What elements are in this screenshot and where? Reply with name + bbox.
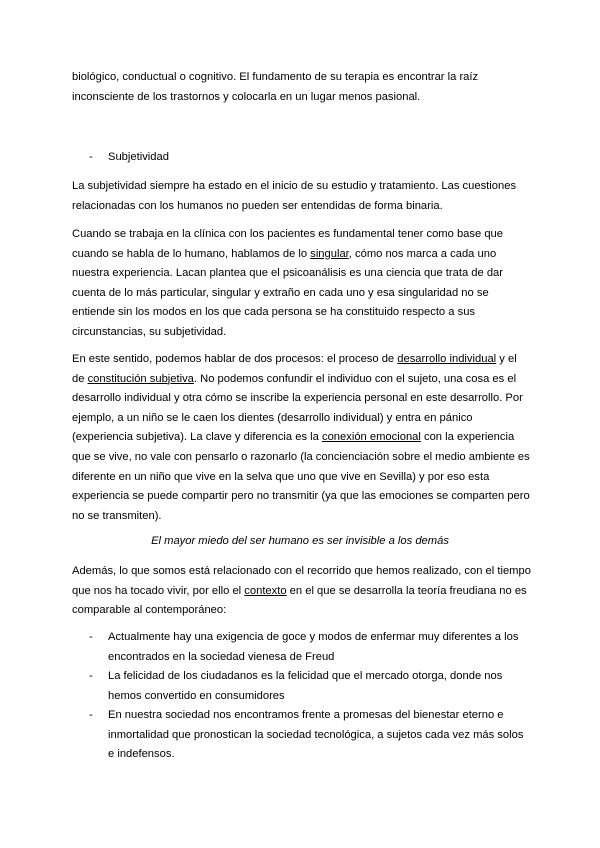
text-line: ejemplo, a un niño se le caen los dientes (desarrollo individual) y entra en pánico (72, 411, 473, 424)
bullet-dash: - (89, 151, 93, 163)
text-line: biológico, conductual o cognitivo. El fundamento de su terapia es encontrar la raíz (72, 71, 479, 83)
italic-quote: El mayor miedo del ser humano es ser invisible a los demás (151, 535, 449, 547)
text-run: , cómo nos marca a cada uno (348, 247, 497, 260)
paragraph-context (72, 562, 530, 621)
text-line: nuestra experiencia. Lacan plantea que el psicoanálisis es una ciencia que trata de dar (72, 267, 504, 280)
text-run: y el (496, 353, 517, 365)
list-item (108, 667, 538, 706)
text-line (72, 370, 530, 390)
section-heading: Subjetividad (108, 151, 169, 163)
underlined-term: constitución subjetiva (87, 372, 194, 385)
paragraph-subjectivity (72, 177, 530, 216)
list-item (108, 628, 538, 667)
text-line: entiende sin los modos en los que cada persona se ha constituido respecto a sus (72, 306, 476, 319)
text-line: circunstancias, su subjetividad. (72, 325, 227, 338)
list-item (108, 706, 538, 765)
text-line: e indefensos. (108, 748, 175, 761)
text-run: . No podemos confundir el individuo con el sujeto, una cosa es el (193, 372, 517, 385)
text-run: (experiencia subjetiva). La clave y diferencia es la (72, 431, 322, 444)
text-run: que nos ha tocado vivir, por ello el (72, 584, 245, 597)
paragraph-processes (72, 350, 530, 526)
bullet-dash: - (89, 670, 93, 682)
underlined-term: contexto (244, 584, 287, 597)
text-line: relacionadas con los humanos no pueden ser entendidas de forma binaria. (72, 199, 443, 212)
text-line: cuenta de lo más particular, singular y extraño en cada uno y esa singularidad no se (72, 286, 489, 299)
intro-paragraph (72, 68, 530, 107)
text-line: que se vive, no vale con pensarlo o razonarlo (la concienciación sobre el medio ambiente es (72, 450, 530, 463)
text-line: no se transmiten). (72, 509, 162, 522)
underlined-term: desarrollo individual (397, 353, 497, 365)
text-line: inconsciente de los trastornos y colocarla en un lugar menos pasional. (72, 90, 421, 103)
text-line (72, 245, 530, 265)
text-line: En nuestra sociedad nos encontramos frente a promesas del bienestar eterno e (108, 709, 504, 721)
text-line (72, 428, 530, 448)
text-line: La felicidad de los ciudadanos es la felicidad que el mercado otorga, donde nos (108, 670, 503, 682)
text-line: experiencia se puede compartir pero no transmitir (ya que las emociones se comparten pero (72, 490, 530, 503)
paragraph-clinic (72, 225, 530, 343)
text-run: de (72, 372, 88, 385)
bullet-dash: - (89, 631, 93, 643)
text-line (72, 350, 530, 370)
underlined-term: conexión emocional (321, 431, 421, 444)
underlined-term: singular (310, 247, 349, 260)
text-line (72, 582, 530, 602)
text-line: Cuando se trabaja en la clínica con los pacientes es fundamental tener como base que (72, 228, 503, 240)
text-line: inmortalidad que pronostican la sociedad tecnológica, a sujetos cada vez más solos (108, 728, 524, 741)
text-line: diferente en un niño que vive en la selva que uno que vive en Sevilla) y por eso esta (72, 470, 490, 483)
text-line: hemos convertido en consumidores (108, 689, 285, 702)
text-run: con la experiencia (420, 431, 515, 444)
text-line: desarrollo individual y otra cómo se inscribe la experiencia personal en este desarrollo. Por (72, 392, 523, 405)
text-run: En este sentido, podemos hablar de dos procesos: el proceso de (72, 353, 398, 365)
text-line: comparable al contemporáneo: (72, 604, 227, 617)
text-line: Actualmente hay una exigencia de goce y modos de enfermar muy diferentes a los (108, 631, 519, 643)
text-line: Además, lo que somos está relacionado con el recorrido que hemos realizado, con el tiempo (72, 565, 531, 577)
text-run: cuando se habla de lo humano, hablamos de lo (72, 247, 311, 260)
bullet-dash: - (89, 709, 93, 721)
text-line: encontrados en la sociedad vienesa de Freud (108, 650, 335, 663)
text-line: La subjetividad siempre ha estado en el inicio de su estudio y tratamiento. Las cuestiones (72, 180, 517, 192)
text-run: en el que se desarrolla la teoría freudiana no es (286, 584, 527, 597)
